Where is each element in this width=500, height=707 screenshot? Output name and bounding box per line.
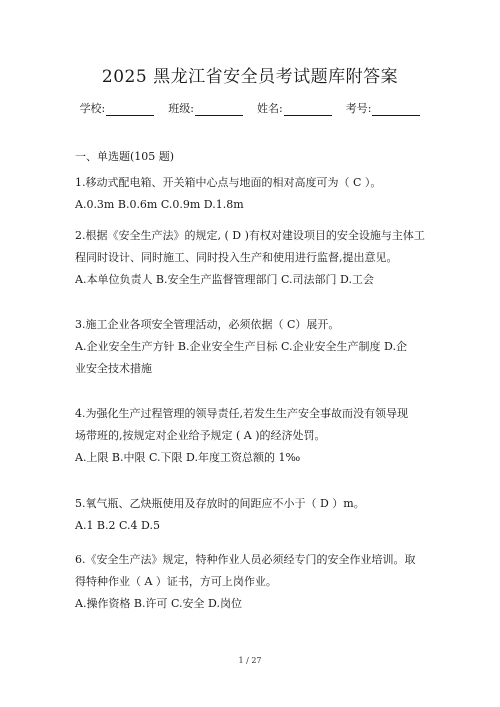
page-title: 2025 黑龙江省安全员考试题库附答案 bbox=[101, 67, 399, 87]
question-stem: 3.施工企业各项安全管理活动，必须依据（ C）展开。 bbox=[75, 318, 340, 331]
school-field bbox=[80, 100, 155, 116]
section-heading: 一、单选题(105 题) bbox=[75, 150, 175, 163]
name-label: 姓名: bbox=[257, 102, 283, 115]
question-2 bbox=[75, 225, 429, 291]
school-label: 学校: bbox=[79, 102, 106, 115]
school-blank bbox=[106, 104, 154, 116]
question-options: A.1 B.2 C.4 D.5 bbox=[75, 519, 160, 532]
question-stem: 2.根据《安全生产法》的规定, ( D )有权对建设项目的安全设施与主体工 bbox=[75, 229, 425, 242]
question-stem: 4.为强化生产过程管理的领导责任,若发生生产安全事故而没有领导现 bbox=[75, 407, 408, 420]
question-options: A.操作资格 B.许可 C.安全 D.岗位 bbox=[75, 597, 242, 610]
question-1 bbox=[75, 172, 429, 216]
exam-no-field bbox=[346, 100, 421, 116]
class-field bbox=[168, 100, 243, 116]
question-5 bbox=[75, 493, 429, 537]
exam-no-blank bbox=[372, 104, 420, 116]
question-stem: 1.移动式配电箱、开关箱中心点与地面的相对高度可为（ C ）。 bbox=[75, 176, 382, 189]
question-stem: 场带班的,按规定对企业给予规定 ( A )的经济处罚。 bbox=[75, 429, 326, 442]
student-info-row bbox=[0, 100, 500, 116]
question-stem: 6.《安全生产法》规定，特种作业人员必须经专门的安全作业培训。取 bbox=[75, 553, 416, 566]
exam-no-label: 考号: bbox=[345, 102, 372, 115]
question-options: A.上限 B.中限 C.下限 D.年度工资总额的 1‰ bbox=[75, 451, 301, 464]
name-field bbox=[257, 100, 332, 116]
question-3 bbox=[75, 314, 429, 380]
question-stem: 程同时设计、同时施工、同时投入生产和使用进行监督,提出意见。 bbox=[75, 251, 398, 264]
question-options: A.本单位负责人 B.安全生产监督管理部门 C.司法部门 D.工会 bbox=[75, 273, 374, 286]
name-blank bbox=[284, 104, 332, 116]
question-6 bbox=[75, 549, 429, 615]
class-blank bbox=[195, 104, 243, 116]
class-label: 班级: bbox=[168, 102, 194, 115]
question-stem: 得特种作业（ A ）证书，方可上岗作业。 bbox=[75, 575, 277, 588]
question-options: A.企业安全生产方针 B.企业安全生产目标 C.企业安全生产制度 D.企 bbox=[75, 340, 407, 353]
page-number: 1 / 27 bbox=[238, 656, 262, 665]
question-4 bbox=[75, 403, 429, 469]
question-options: A.0.3m B.0.6m C.0.9m D.1.8m bbox=[75, 198, 244, 211]
question-stem: 5.氧气瓶、乙炔瓶使用及存放时的间距应不小于（ D ）m。 bbox=[75, 497, 365, 510]
question-options: 业安全技术措施 bbox=[75, 362, 152, 375]
